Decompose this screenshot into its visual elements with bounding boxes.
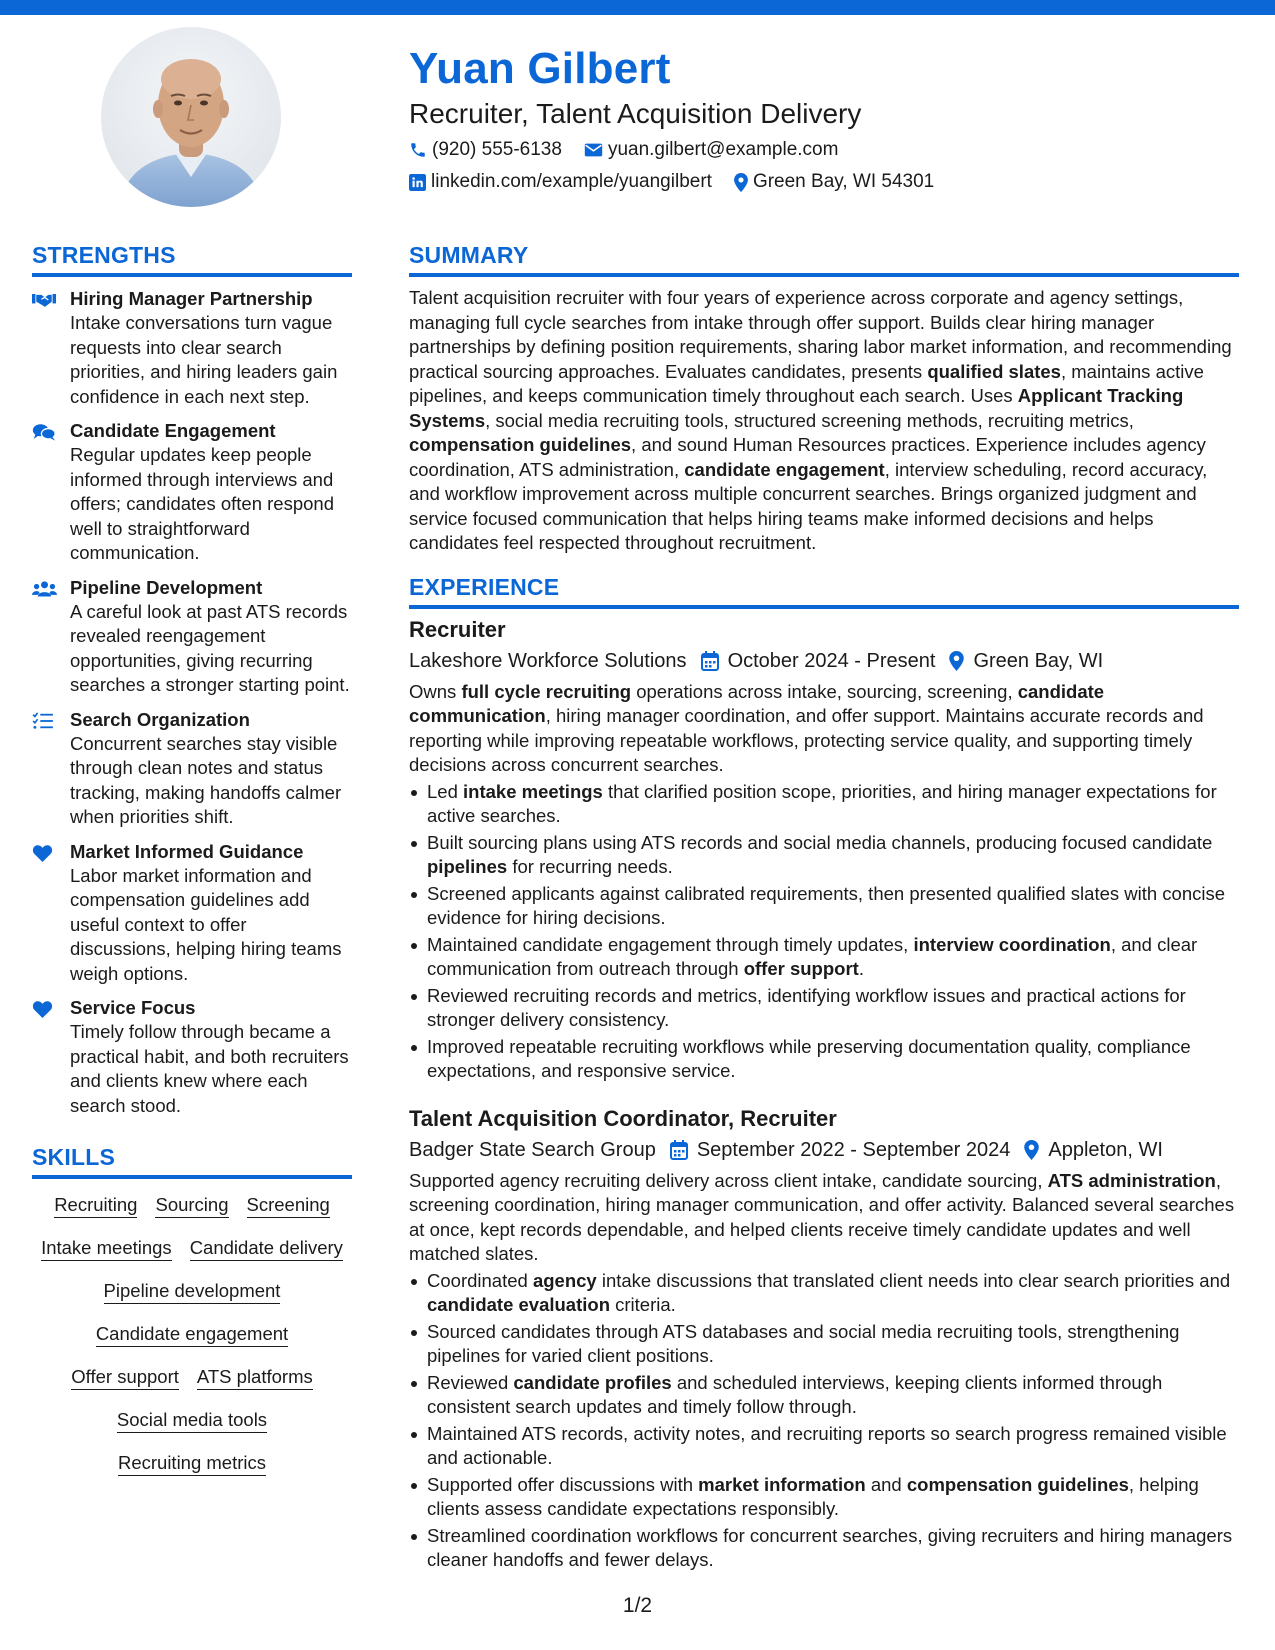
job-dates: September 2022 - September 2024 xyxy=(696,1138,1011,1161)
strength-description: A careful look at past ATS records revealed reengagement opportunities, giving recurring searches a stronger starting point. xyxy=(70,600,350,695)
job-dates-wrap xyxy=(670,1136,1011,1164)
skill-tag: Candidate engagement xyxy=(96,1322,288,1347)
skills-row xyxy=(32,1408,352,1433)
top-accent-bar xyxy=(0,0,1275,15)
job-location: Green Bay, WI xyxy=(973,649,1104,672)
bold-phrase: full cycle recruiting xyxy=(461,680,632,702)
bold-phrase: compensation guidelines xyxy=(906,1473,1129,1495)
bold-phrase: Applicant Tracking Systems xyxy=(409,385,1184,431)
page-number: 1/2 xyxy=(622,1594,653,1617)
skill-tag: Screening xyxy=(247,1193,330,1218)
calendar-icon xyxy=(670,1140,688,1160)
envelope-icon xyxy=(584,142,603,158)
strengths-heading: STRENGTHS xyxy=(32,240,352,277)
skills-row xyxy=(32,1236,352,1261)
skills-row xyxy=(32,1322,352,1347)
job-dates: October 2024 - Present xyxy=(727,649,936,672)
strength-description: Intake conversations turn vague requests into clear search priorities, and hiring leaders gain confidence in each next step. xyxy=(70,312,338,407)
skill-tag: Intake meetings xyxy=(41,1236,172,1261)
job-location-wrap xyxy=(1024,1136,1163,1164)
users-icon xyxy=(32,580,57,598)
skill-tag: Recruiting xyxy=(54,1193,137,1218)
map-pin-icon xyxy=(1024,1140,1039,1160)
strength-title: Candidate Engagement xyxy=(70,420,276,441)
bold-phrase: interview coordination xyxy=(913,933,1111,955)
job-meta xyxy=(409,1136,1239,1164)
job-title: Talent Acquisition Coordinator, Recruiter xyxy=(409,1105,837,1131)
strength-title: Hiring Manager Partnership xyxy=(70,288,313,309)
linkedin-text: linkedin.com/example/yuangilbert xyxy=(431,171,712,192)
phone-contact xyxy=(409,137,562,163)
bold-phrase: candidate engagement xyxy=(684,458,885,480)
skill-tag: Pipeline development xyxy=(104,1279,281,1304)
job-location-wrap xyxy=(949,647,1103,675)
chat-bubbles-icon xyxy=(32,423,56,441)
calendar-icon xyxy=(701,651,719,671)
strength-title: Pipeline Development xyxy=(70,576,263,598)
strength-item xyxy=(32,996,352,1118)
job-bullet: Reviewed candidate profiles and scheduled interviews, keeping clients informed through consistent search updates and timely follow through. xyxy=(409,1371,1239,1420)
linkedin-contact[interactable] xyxy=(409,169,712,195)
strength-description: Concurrent searches stay visible through clean notes and status tracking, making handoffs calmer when priorities shift. xyxy=(70,732,342,827)
job-bullets xyxy=(409,1269,1239,1573)
skill-tag: Offer support xyxy=(71,1365,179,1390)
bold-phrase: pipelines xyxy=(427,856,508,877)
job-bullet: Screened applicants against calibrated requirements, then presented qualified slates with concise evidence for hiring decisions. xyxy=(409,882,1239,931)
left-column xyxy=(32,240,352,1494)
location-contact xyxy=(734,169,934,195)
email-contact[interactable] xyxy=(584,137,839,163)
resume-header xyxy=(409,42,1239,195)
phone-text: (920) 555-6138 xyxy=(432,139,562,160)
strength-title: Market Informed Guidance xyxy=(70,840,304,862)
bold-phrase: ATS administration xyxy=(1047,1169,1216,1191)
strength-item xyxy=(32,708,352,830)
right-column xyxy=(409,240,1239,1575)
skill-tag: Candidate delivery xyxy=(190,1236,343,1261)
job-bullet: Maintained ATS records, activity notes, and recruiting reports so search progress remained visible and actionable. xyxy=(409,1422,1239,1471)
job-entry xyxy=(409,615,1239,1084)
skill-tag: Social media tools xyxy=(117,1408,267,1433)
email-text: yuan.gilbert@example.com xyxy=(607,139,839,160)
skills-row xyxy=(32,1193,352,1218)
skill-tag: Sourcing xyxy=(155,1193,228,1218)
bold-phrase: qualified slates xyxy=(927,360,1061,382)
summary-text: Talent acquisition recruiter with four years of experience across corporate and agency settings, managing full cycle searches from intake through offer support. Builds clear hiring manager partnerships by defining position requirements, sharing labor market information, and recommending practical sourcing approaches. Evaluates candidates, presents qualified slates, maintains active pipelines, and keeps communication timely throughout each search. Uses Applicant Tracking Systems, social media recruiting tools, structured screening methods, recruiting metrics, compensation guidelines, and sound Human Resources practices. Experience includes agency coordination, ATS administration, candidate engagement, interview scheduling, record accuracy, and workflow improvement across multiple concurrent searches. Brings organized judgment and service focused communication that helps hiring teams make informed decisions and helps candidates feel respected throughout recruitment. xyxy=(409,287,1232,553)
job-bullet: Maintained candidate engagement through timely updates, interview coordination, and clear communication from outreach through offer support. xyxy=(409,933,1239,982)
job-bullet: Streamlined coordination workflows for concurrent searches, giving recruiters and hiring managers cleaner handoffs and fewer delays. xyxy=(409,1524,1239,1573)
linkedin-icon xyxy=(409,174,426,191)
skill-tag: Recruiting metrics xyxy=(118,1451,266,1476)
strength-item xyxy=(32,840,352,987)
strength-title: Service Focus xyxy=(70,997,196,1018)
job-bullet: Led intake meetings that clarified position scope, priorities, and hiring manager expectations for active searches. xyxy=(409,780,1239,829)
job-location: Appleton, WI xyxy=(1048,1138,1163,1161)
job-description: Owns full cycle recruiting operations across intake, sourcing, screening, candidate communication, hiring manager coordination, and offer support. Maintains accurate records and reporting while improving repeatable workflows, protecting service quality, and supporting timely decisions across concurrent searches. xyxy=(409,680,1204,775)
contact-row-2 xyxy=(409,169,1239,195)
contact-row-1 xyxy=(409,137,1239,163)
job-title: Recruiter xyxy=(409,616,506,642)
strengths-list xyxy=(32,287,352,1118)
map-pin-icon xyxy=(734,173,748,192)
experience-heading: EXPERIENCE xyxy=(409,572,1239,609)
skills-row xyxy=(32,1451,352,1476)
job-bullet: Reviewed recruiting records and metrics, identifying workflow issues and practical actions for stronger delivery consistency. xyxy=(409,984,1239,1033)
bold-phrase: agency xyxy=(532,1269,597,1291)
job-company: Lakeshore Workforce Solutions xyxy=(409,649,687,672)
strength-title: Search Organization xyxy=(70,708,250,730)
job-entry xyxy=(409,1104,1239,1573)
job-bullet: Supported offer discussions with market information and compensation guidelines, helping clients assess candidate expectations responsibly. xyxy=(409,1473,1239,1522)
strength-item xyxy=(32,576,352,698)
bold-phrase: market information xyxy=(698,1473,866,1495)
job-bullet: Coordinated agency intake discussions that translated client needs into clear search priorities and candidate evaluation criteria. xyxy=(409,1269,1239,1318)
map-pin-icon xyxy=(949,651,964,671)
location-text: Green Bay, WI 54301 xyxy=(752,171,935,192)
bold-phrase: candidate communication xyxy=(409,680,1105,726)
strength-description: Labor market information and compensation guidelines add useful context to offer discussions, helping hiring teams weigh options. xyxy=(70,864,342,984)
bold-phrase: intake meetings xyxy=(463,780,603,802)
job-meta xyxy=(409,647,1239,675)
bold-phrase: offer support xyxy=(743,958,859,979)
strength-description: Regular updates keep people informed through interviews and offers; candidates often respond well to straightforward communication. xyxy=(70,444,334,563)
bold-phrase: candidate evaluation xyxy=(427,1294,610,1315)
skills-row xyxy=(32,1365,352,1390)
heart-icon xyxy=(32,1000,53,1018)
job-bullet: Built sourcing plans using ATS records and social media channels, producing focused candidate pipelines for recurring needs. xyxy=(409,831,1239,880)
skills-row xyxy=(32,1279,352,1304)
skill-tag: ATS platforms xyxy=(197,1365,313,1390)
skills-list xyxy=(32,1193,352,1476)
phone-icon xyxy=(409,141,427,159)
job-bullet: Sourced candidates through ATS databases and social media recruiting tools, strengthening pipelines for varied client positions. xyxy=(409,1320,1239,1369)
candidate-role: Recruiter, Talent Acquisition Delivery xyxy=(409,98,862,129)
list-check-icon xyxy=(32,712,54,730)
handshake-icon xyxy=(32,291,56,309)
strength-item xyxy=(32,287,352,409)
summary-heading: SUMMARY xyxy=(409,240,1239,277)
job-bullet: Improved repeatable recruiting workflows while preserving documentation quality, compliance expectations, and responsive service. xyxy=(409,1035,1239,1084)
strength-item xyxy=(32,419,352,566)
job-description: Supported agency recruiting delivery across client intake, candidate sourcing, ATS administration, screening coordination, hiring manager communication, and offer activity. Balanced several searches at once, kept records dependable, and helped clients receive timely candidate updates and well matched slates. xyxy=(409,1169,1235,1264)
job-company: Badger State Search Group xyxy=(409,1138,656,1161)
profile-photo xyxy=(101,27,281,207)
bold-phrase: candidate profiles xyxy=(513,1371,672,1393)
skills-heading: SKILLS xyxy=(32,1142,352,1179)
bold-phrase: compensation guidelines xyxy=(409,434,632,455)
candidate-name: Yuan Gilbert xyxy=(409,44,671,93)
strength-description: Timely follow through became a practical habit, and both recruiters and clients knew where each search stood. xyxy=(70,1021,349,1116)
heart-icon xyxy=(32,844,53,862)
job-dates-wrap xyxy=(701,647,936,675)
job-bullets xyxy=(409,780,1239,1084)
